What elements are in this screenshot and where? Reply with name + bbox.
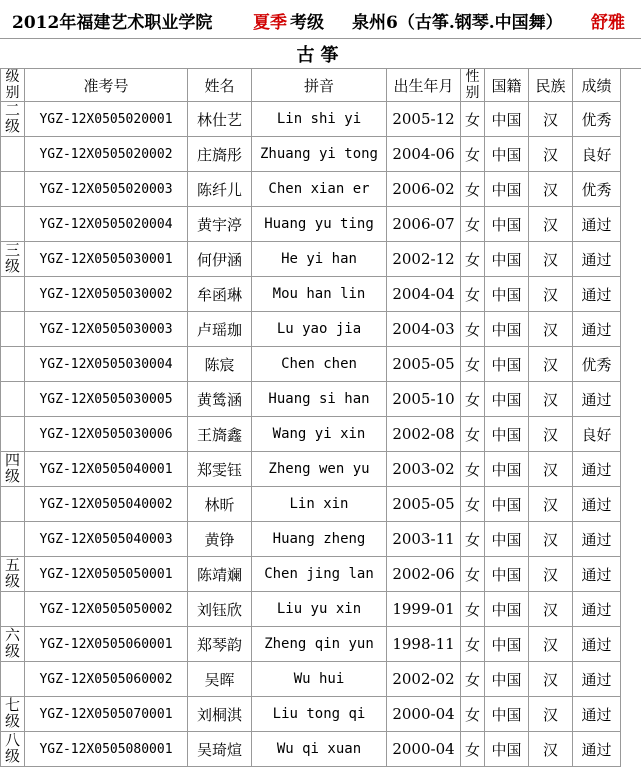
dob-cell: 2002-06 [387,557,461,592]
nationality-cell: 中国 [485,697,529,732]
level-cell [1,137,25,172]
exam-id-cell: YGZ-12X0505020004 [25,207,188,242]
table-row [1,172,621,207]
table-row [1,627,621,662]
sex-cell: 女 [461,102,485,137]
grade-cell: 优秀 [573,347,621,382]
ethnicity-cell: 汉 [529,487,573,522]
pinyin-cell: Lin xin [252,487,387,522]
nationality-cell: 中国 [485,417,529,452]
dob-cell: 2004-04 [387,277,461,312]
sex-cell: 女 [461,557,485,592]
sex-cell: 女 [461,242,485,277]
level-cell [1,662,25,697]
table-row [1,277,621,312]
nationality-cell: 中国 [485,487,529,522]
sex-cell: 女 [461,207,485,242]
level-cell [1,487,25,522]
name-cell: 庄旖彤 [188,137,252,172]
name-cell: 卢瑶珈 [188,312,252,347]
nationality-cell: 中国 [485,452,529,487]
exam-id-cell: YGZ-12X0505030006 [25,417,188,452]
level-cell [1,207,25,242]
dob-cell: 2000-04 [387,732,461,767]
dob-cell: 2002-02 [387,662,461,697]
level-cell: 四级 [1,452,25,487]
ethnicity-cell: 汉 [529,557,573,592]
table-row [1,697,621,732]
exam-label: 考级 [290,13,324,33]
col-header-name: 姓名 [188,69,252,102]
section-title: 古筝 [296,45,345,66]
pinyin-cell: Zhuang yi tong [252,137,387,172]
grade-cell: 通过 [573,522,621,557]
col-header-level: 级别 [1,69,25,102]
level-cell: 三级 [1,242,25,277]
dob-cell: 2004-06 [387,137,461,172]
nationality-cell: 中国 [485,557,529,592]
grade-cell: 通过 [573,662,621,697]
table-row [1,592,621,627]
table-row [1,732,621,767]
grade-cell: 良好 [573,137,621,172]
ethnicity-cell: 汉 [529,592,573,627]
ethnicity-cell: 汉 [529,172,573,207]
sheet-title-bar [0,0,641,39]
level-cell: 七级 [1,697,25,732]
grade-cell: 通过 [573,242,621,277]
exam-id-cell: YGZ-12X0505060001 [25,627,188,662]
table-row [1,522,621,557]
name-cell: 王旖鑫 [188,417,252,452]
grade-cell: 良好 [573,417,621,452]
ethnicity-cell: 汉 [529,452,573,487]
table-row [1,382,621,417]
sex-cell: 女 [461,312,485,347]
nationality-cell: 中国 [485,137,529,172]
nationality-cell: 中国 [485,627,529,662]
pinyin-cell: Chen chen [252,347,387,382]
pinyin-cell: Mou han lin [252,277,387,312]
grade-cell: 通过 [573,732,621,767]
sex-cell: 女 [461,592,485,627]
location-label: 泉州6（古筝.钢琴.中国舞） [352,13,563,33]
ethnicity-cell: 汉 [529,277,573,312]
dob-cell: 2000-04 [387,697,461,732]
dob-cell: 2002-08 [387,417,461,452]
grade-cell: 通过 [573,627,621,662]
pinyin-cell: Lu yao jia [252,312,387,347]
ethnicity-cell: 汉 [529,207,573,242]
nationality-cell: 中国 [485,382,529,417]
name-cell: 吴琦煊 [188,732,252,767]
sex-cell: 女 [461,277,485,312]
nationality-cell: 中国 [485,102,529,137]
sex-cell: 女 [461,487,485,522]
exam-id-cell: YGZ-12X0505050002 [25,592,188,627]
grade-cell: 通过 [573,382,621,417]
col-header-grade: 成绩 [573,69,621,102]
pinyin-cell: Chen xian er [252,172,387,207]
name-cell: 黄宇渟 [188,207,252,242]
level-cell [1,312,25,347]
name-cell: 刘桐淇 [188,697,252,732]
grade-cell: 通过 [573,487,621,522]
exam-id-cell: YGZ-12X0505020003 [25,172,188,207]
grade-cell: 优秀 [573,102,621,137]
level-cell [1,522,25,557]
nationality-cell: 中国 [485,172,529,207]
table-row [1,207,621,242]
table-row [1,487,621,522]
sex-cell: 女 [461,522,485,557]
table-row [1,347,621,382]
dob-cell: 2005-05 [387,487,461,522]
nationality-cell: 中国 [485,242,529,277]
nationality-cell: 中国 [485,347,529,382]
sex-cell: 女 [461,662,485,697]
sex-cell: 女 [461,627,485,662]
grade-cell: 通过 [573,277,621,312]
level-cell: 二级 [1,102,25,137]
pinyin-cell: Huang yu ting [252,207,387,242]
dob-cell: 2002-12 [387,242,461,277]
nationality-cell: 中国 [485,312,529,347]
level-cell [1,277,25,312]
sex-cell: 女 [461,172,485,207]
grade-cell: 通过 [573,557,621,592]
col-header-dob: 出生年月 [387,69,461,102]
sex-cell: 女 [461,417,485,452]
sex-cell: 女 [461,137,485,172]
level-cell [1,382,25,417]
section-title-bar [0,38,641,69]
table-row [1,312,621,347]
exam-id-cell: YGZ-12X0505030002 [25,277,188,312]
grade-cell: 通过 [573,697,621,732]
ethnicity-cell: 汉 [529,417,573,452]
pinyin-cell: Liu tong qi [252,697,387,732]
table-row [1,557,621,592]
dob-cell: 2005-10 [387,382,461,417]
score-table [0,68,621,767]
pinyin-cell: Lin shi yi [252,102,387,137]
grade-cell: 通过 [573,592,621,627]
table-row [1,242,621,277]
level-cell [1,592,25,627]
dob-cell: 2006-02 [387,172,461,207]
ethnicity-cell: 汉 [529,137,573,172]
sex-cell: 女 [461,732,485,767]
table-row [1,452,621,487]
dob-cell: 1998-11 [387,627,461,662]
nationality-cell: 中国 [485,662,529,697]
pinyin-cell: He yi han [252,242,387,277]
name-cell: 郑琴韵 [188,627,252,662]
pinyin-cell: Huang si han [252,382,387,417]
grade-cell: 通过 [573,207,621,242]
name-cell: 黄铮 [188,522,252,557]
name-cell: 林昕 [188,487,252,522]
name-cell: 陈纤儿 [188,172,252,207]
exam-id-cell: YGZ-12X0505040001 [25,452,188,487]
ethnicity-cell: 汉 [529,662,573,697]
exam-id-cell: YGZ-12X0505030005 [25,382,188,417]
table-row [1,417,621,452]
exam-id-cell: YGZ-12X0505030004 [25,347,188,382]
name-cell: 牟函琳 [188,277,252,312]
pinyin-cell: Chen jing lan [252,557,387,592]
school-name: 2012年福建艺术职业学院 [12,13,213,33]
name-cell: 黄鸶涵 [188,382,252,417]
dob-cell: 2003-02 [387,452,461,487]
level-cell [1,172,25,207]
col-header-exam-id: 准考号 [25,69,188,102]
name-cell: 林仕艺 [188,102,252,137]
sex-cell: 女 [461,697,485,732]
nationality-cell: 中国 [485,207,529,242]
level-cell: 八级 [1,732,25,767]
exam-id-cell: YGZ-12X0505030001 [25,242,188,277]
name-cell: 何伊涵 [188,242,252,277]
exam-id-cell: YGZ-12X0505060002 [25,662,188,697]
table-header-row [1,69,621,102]
exam-id-cell: YGZ-12X0505050001 [25,557,188,592]
name-cell: 刘钰欣 [188,592,252,627]
exam-id-cell: YGZ-12X0505080001 [25,732,188,767]
col-header-nationality: 国籍 [485,69,529,102]
exam-id-cell: YGZ-12X0505040002 [25,487,188,522]
col-header-pinyin: 拼音 [252,69,387,102]
ethnicity-cell: 汉 [529,627,573,662]
ethnicity-cell: 汉 [529,242,573,277]
col-header-ethnicity: 民族 [529,69,573,102]
pinyin-cell: Wu hui [252,662,387,697]
grade-cell: 通过 [573,452,621,487]
exam-id-cell: YGZ-12X0505030003 [25,312,188,347]
name-cell: 郑雯钰 [188,452,252,487]
sex-cell: 女 [461,452,485,487]
teacher-name: 舒雅 [591,13,625,33]
nationality-cell: 中国 [485,732,529,767]
ethnicity-cell: 汉 [529,102,573,137]
nationality-cell: 中国 [485,522,529,557]
sex-cell: 女 [461,382,485,417]
grade-cell: 通过 [573,312,621,347]
pinyin-cell: Liu yu xin [252,592,387,627]
ethnicity-cell: 汉 [529,522,573,557]
ethnicity-cell: 汉 [529,347,573,382]
table-row [1,137,621,172]
exam-id-cell: YGZ-12X0505040003 [25,522,188,557]
exam-id-cell: YGZ-12X0505020002 [25,137,188,172]
nationality-cell: 中国 [485,277,529,312]
level-cell: 五级 [1,557,25,592]
grade-cell: 优秀 [573,172,621,207]
dob-cell: 2004-03 [387,312,461,347]
pinyin-cell: Wang yi xin [252,417,387,452]
ethnicity-cell: 汉 [529,312,573,347]
pinyin-cell: Zheng qin yun [252,627,387,662]
pinyin-cell: Huang zheng [252,522,387,557]
dob-cell: 2005-05 [387,347,461,382]
table-row [1,662,621,697]
ethnicity-cell: 汉 [529,382,573,417]
ethnicity-cell: 汉 [529,697,573,732]
dob-cell: 2003-11 [387,522,461,557]
sex-cell: 女 [461,347,485,382]
nationality-cell: 中国 [485,592,529,627]
table-row [1,102,621,137]
exam-id-cell: YGZ-12X0505070001 [25,697,188,732]
pinyin-cell: Zheng wen yu [252,452,387,487]
level-cell: 六级 [1,627,25,662]
name-cell: 吴晖 [188,662,252,697]
season-label: 夏季 [253,13,287,33]
level-cell [1,347,25,382]
dob-cell: 2005-12 [387,102,461,137]
level-cell [1,417,25,452]
name-cell: 陈宸 [188,347,252,382]
dob-cell: 2006-07 [387,207,461,242]
col-header-sex: 性别 [461,69,485,102]
exam-id-cell: YGZ-12X0505020001 [25,102,188,137]
dob-cell: 1999-01 [387,592,461,627]
name-cell: 陈靖斓 [188,557,252,592]
pinyin-cell: Wu qi xuan [252,732,387,767]
ethnicity-cell: 汉 [529,732,573,767]
